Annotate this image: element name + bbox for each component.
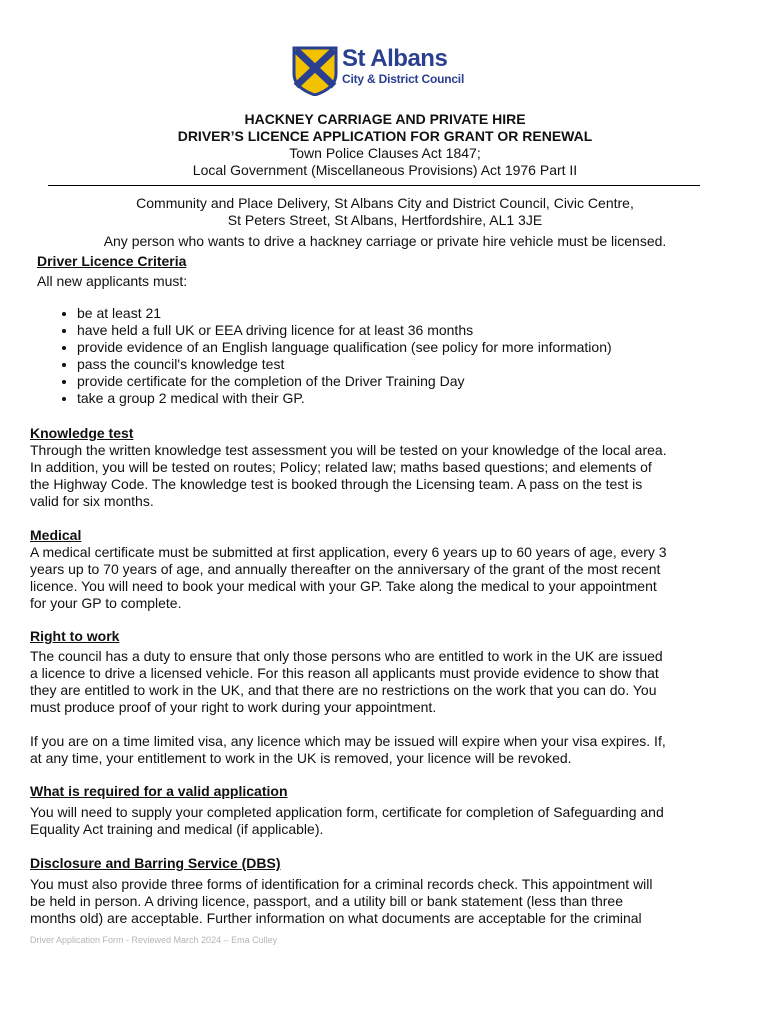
right-to-work-line: a licence to drive a licensed vehicle. For this reason all applicants must provide evidence to show that [30, 665, 659, 681]
list-item: • provide evidence of an English language qualification (see policy for more information) [77, 339, 612, 356]
act-reference-2: Local Government (Miscellaneous Provisions) Act 1976 Part II [192, 162, 578, 178]
list-item: • be at least 21 [77, 305, 612, 322]
dbs-line: You must also provide three forms of identification for a criminal records check. This appointment will [30, 876, 653, 892]
list-item: • provide certificate for the completion of the Driver Training Day [77, 373, 612, 390]
knowledge-line: In addition, you will be tested on routes; Policy; related law; maths based questions; and elements of [30, 459, 652, 475]
logo-subtitle: City & District Council [342, 72, 465, 86]
list-item: • pass the council's knowledge test [77, 356, 612, 373]
council-logo [292, 46, 492, 96]
dbs-heading: Disclosure and Barring Service (DBS) [30, 855, 281, 871]
intro-text: Any person who wants to drive a hackney carriage or private hire vehicle must be licensed. [103, 233, 667, 249]
right-to-work-line: at any time, your entitlement to work in the UK is removed, your licence will be revoked. [30, 750, 572, 766]
medical-line: years up to 70 years of age, and annually thereafter on the anniversary of the grant of the most recent [30, 561, 661, 577]
logo-title: St Albans [342, 45, 448, 72]
right-to-work-line: they are entitled to work in the UK, and that there are no restrictions on the work that you can do. You [30, 682, 657, 698]
criteria-heading: Driver Licence Criteria [37, 253, 187, 269]
medical-line: A medical certificate must be submitted at first application, every 6 years up to 60 years of age, every 3 [30, 544, 667, 560]
page-footer: Driver Application Form - Reviewed March 2024 – Ema Culley [30, 935, 278, 945]
list-item: • have held a full UK or EEA driving licence for at least 36 months [77, 322, 612, 339]
header-divider [48, 185, 700, 186]
medical-line: licence. You will need to book your medical with your GP. Take along the medical to your appointment [30, 578, 657, 594]
crest-icon [292, 46, 338, 96]
right-to-work-line: If you are on a time limited visa, any licence which may be issued will expire when your visa expires. If, [30, 733, 666, 749]
medical-line: for your GP to complete. [30, 595, 182, 611]
valid-application-heading: What is required for a valid application [30, 783, 288, 799]
knowledge-line: valid for six months. [30, 493, 154, 509]
valid-application-line: Equality Act training and medical (if applicable). [30, 821, 324, 837]
right-to-work-line: must produce proof of your right to work during your appointment. [30, 699, 437, 715]
criteria-lead: All new applicants must: [37, 273, 188, 289]
address-line2: St Peters Street, St Albans, Hertfordshire, AL1 3JE [227, 212, 543, 228]
valid-application-line: You will need to supply your completed application form, certificate for completion of Safeguarding and [30, 804, 664, 820]
knowledge-heading: Knowledge test [30, 425, 134, 441]
address-line1: Community and Place Delivery, St Albans City and District Council, Civic Centre, [136, 195, 634, 211]
form-title-line2: DRIVER’S LICENCE APPLICATION FOR GRANT OR RENEWAL [177, 128, 593, 144]
right-to-work-heading: Right to work [30, 628, 120, 644]
criteria-list [40, 305, 612, 407]
right-to-work-line: The council has a duty to ensure that only those persons who are entitled to work in the UK are issued [30, 648, 663, 664]
knowledge-line: the Highway Code. The knowledge test is booked through the Licensing team. A pass on the test is [30, 476, 643, 492]
medical-heading: Medical [30, 527, 82, 543]
dbs-line: months old) are acceptable. Further information on what documents are acceptable for the criminal [30, 910, 642, 926]
knowledge-line: Through the written knowledge test assessment you will be tested on your knowledge of the local area. [30, 442, 667, 458]
act-reference-1: Town Police Clauses Act 1847; [289, 145, 481, 161]
dbs-line: be held in person. A driving licence, passport, and a utility bill or bank statement (less than three [30, 893, 624, 909]
list-item: • take a group 2 medical with their GP. [77, 390, 612, 407]
form-title-line1: HACKNEY CARRIAGE AND PRIVATE HIRE [244, 111, 526, 127]
